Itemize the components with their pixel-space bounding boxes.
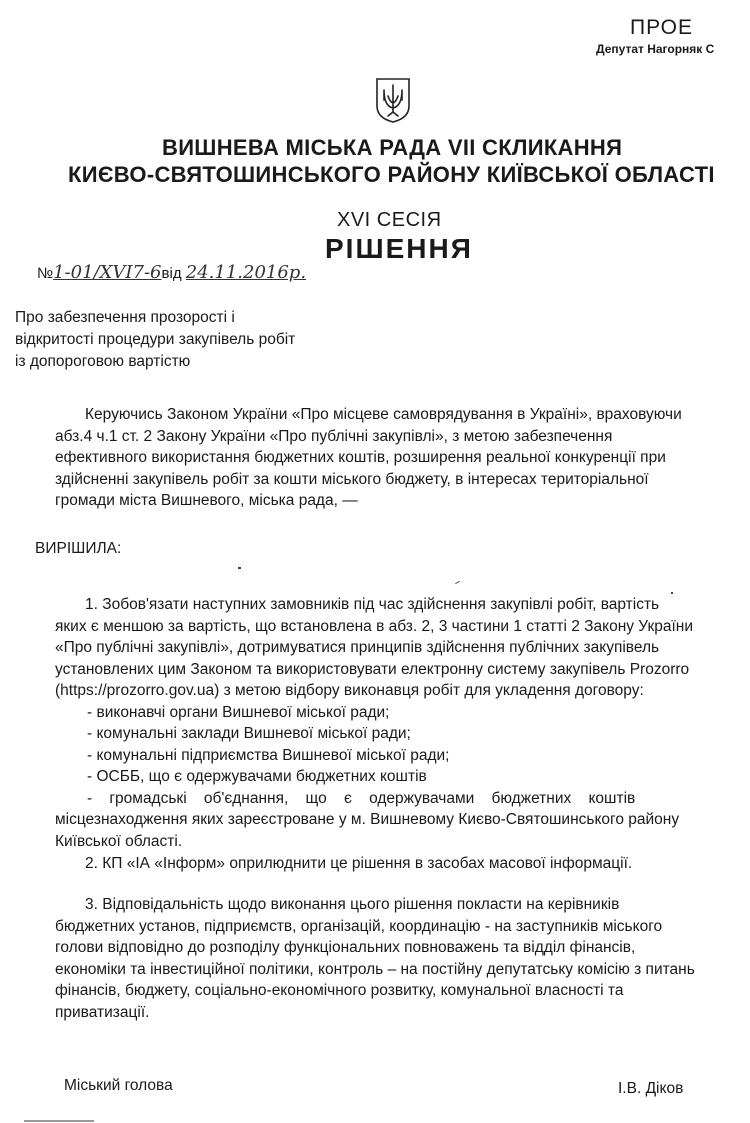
item-1-line: (https://prozorro.gov.ua) з метою відбору виконавця робіт для укладення договору: <box>55 682 644 699</box>
date-prefix: від <box>161 265 182 282</box>
preamble-line: ефективного використання бюджетних коштів, розширення реальної конкуренції при <box>55 449 666 466</box>
preamble-line: здійсненні закупівель робіт за кошти міського бюджету, в інтересах територіальної <box>55 470 649 488</box>
list-item: - виконавчі органи Вишневої міської ради; <box>87 703 390 721</box>
signature-name: І.В. Діков <box>618 1080 684 1097</box>
item-1-paragraph <box>55 594 735 852</box>
preamble-line: громади міста Вишневого, міська рада, — <box>55 492 358 509</box>
scan-speck <box>671 592 673 594</box>
trident-coat-of-arms-icon <box>373 76 413 124</box>
item-1-line: Київської області. <box>55 832 183 850</box>
subject-line: із допороговою вартістю <box>15 353 191 370</box>
resolved-heading: ВИРІШИЛА: <box>35 540 122 557</box>
scan-speck <box>455 581 460 584</box>
item-3-line: бюджетних установ, підприємств, організацій, координацію - на заступників міського <box>55 917 663 935</box>
item-2-paragraph <box>55 853 735 875</box>
scan-speck <box>238 567 241 569</box>
item-3-paragraph <box>55 894 735 1023</box>
item-3-line: економіки та інвестиційної політики, контроль – на постійну депутатську комісію з питань <box>55 960 695 978</box>
list-item: - громадські об'єднання, що є одержувачами бюджетних коштів <box>87 789 636 807</box>
subject-line: Про забезпечення прозорості і <box>15 309 235 326</box>
number-prefix: № <box>37 265 54 282</box>
list-item: - ОСББ, що є одержувачами бюджетних коштів <box>87 768 427 785</box>
item-1-line: 1. Зобов'язати наступних замовників під час здійснення закупівлі робіт, вартість <box>85 596 660 613</box>
decision-subject <box>15 307 355 373</box>
preamble-paragraph <box>55 404 735 512</box>
list-item: - комунальні заклади Вишневої міської ради; <box>87 725 411 742</box>
project-stamp: ПРОЕ <box>630 16 693 39</box>
council-name: ВИШНЕВА МІСЬКА РАДА VII СКЛИКАННЯ <box>162 135 623 160</box>
item-1-line: місцезнаходження яких зареєстроване у м. Вишневому Києво-Святошинського району <box>55 811 680 828</box>
signature-title: Міський голова <box>64 1077 173 1094</box>
item-2-line: 2. КП «ІА «Інформ» оприлюднити це рішення в засобах масової інформації. <box>85 855 633 872</box>
item-3-line: фінансів, бюджету, соціально-економічного розвитку, комунальної власності та <box>55 982 624 999</box>
item-3-line: 3. Відповідальність щодо виконання цього рішення покласти на керівників <box>85 896 620 913</box>
deputy-author: Депутат Нагорняк С <box>596 42 715 56</box>
item-1-line: установлених цим Законом та використовувати електронну систему закупівель Prozorro <box>55 660 690 678</box>
item-1-line: «Про публічні закупівлі», дотримуватися принципів здійснення публічних закупівель <box>55 639 660 656</box>
scan-speck <box>24 1120 94 1122</box>
item-3-line: приватизації. <box>55 1003 150 1021</box>
list-item: - комунальні підприємства Вишневої міської ради; <box>87 746 450 764</box>
item-3-line: голови відповідно до розподілу функціональних повноважень та відділ фінансів, <box>55 939 636 956</box>
handwritten-date: 24.11.2016р. <box>185 262 307 283</box>
item-1-line: яких є меншою за вартість, що встановлена в абз. 2, 3 частини 1 статті 2 Закону України <box>55 617 694 635</box>
decision-number <box>37 262 306 283</box>
session-number: XVI СЕСІЯ <box>337 209 442 231</box>
subject-line: відкритості процедури закупівель робіт <box>15 331 296 348</box>
council-district: КИЄВО-СВЯТОШИНСЬКОГО РАЙОНУ КИЇВСЬКОЇ ОБЛАСТІ <box>68 162 715 187</box>
preamble-line: абз.4 ч.1 ст. 2 Закону України «Про публічні закупівлі», з метою забезпечення <box>55 427 613 445</box>
handwritten-number: 1-01/XVI7-6 <box>53 262 162 283</box>
preamble-line: Керуючись Законом України «Про місцеве самоврядування в Україні», враховуючи <box>85 406 682 423</box>
document-title: РІШЕННЯ <box>325 233 473 264</box>
